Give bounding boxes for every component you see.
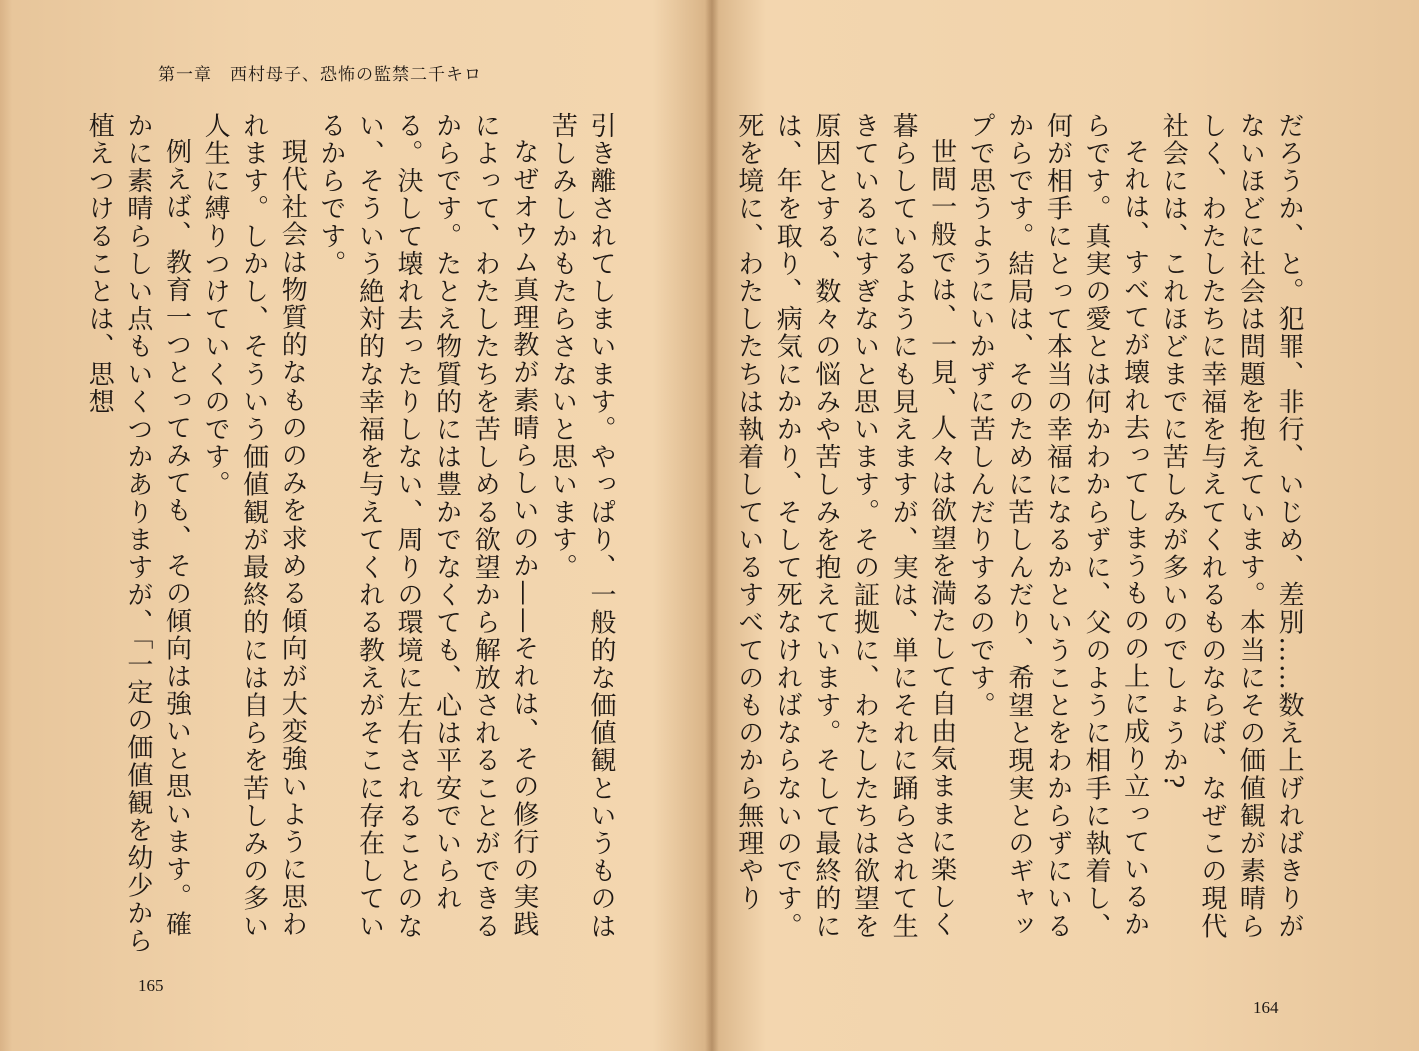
page-number: 165 — [138, 976, 164, 995]
paragraph: 例えば、教育一つとってみても、その傾向は強いと思います。確かに素晴らしい点もいくつかありますが、「一定の価値観を幼少から植えつけることは、思想 — [84, 112, 192, 955]
paragraph: なぜオウム真理教が素晴らしいのか——それは、その修行の実践によって、わたしたちを苦しめる欲望から解放されることができるからです。たとえ物質的には豊かでなくても、心は平安でいられる。決して壊れ去ったりしない、周りの環境に左右されることのない、そういう絶対的な幸福を与えてくれる教えがそこに存在しているからです。 — [315, 112, 539, 940]
running-head: 第一章 西村母子、恐怖の監禁二千キロ — [158, 65, 482, 85]
paragraph: 現代社会は物質的なもののみを求める傾向が大変強いように思われます。しかし、そういう価値観が最終的には自らを苦しみの多い人生に縛りつけていくのです。 — [200, 112, 308, 940]
paragraph: それは、すべてが壊れ去ってしまうものの上に成り立っているからです。真実の愛とは何かわからずに、父のように相手に執着し、何が相手にとって本当の幸福になるかということをわからずにいるからです。結局は、そのために苦しんだり、希望と現実とのギャップで思うようにいかずに苦しんだりするのです。 — [965, 112, 1150, 940]
paragraph: だろうか、と。犯罪、非行、いじめ、差別……数え上げればきりがないほどに社会は問題を抱えています。本当にその価値観が素晴らしく、わたしたちに幸福を与えてくれるものならば、なぜこの現代社会には、これほどまでに苦しみが多いのでしょうか? — [1158, 112, 1304, 940]
paragraph: 世間一般では、一見、人々は欲望を満たして自由気ままに楽しく暮らしているようにも見えますが、実は、単にそれに踊らされて生きているにすぎないと思います。その証拠に、わたしたちは欲望を原因とする、数々の悩みや苦しみを抱えています。そして最終的には、年を取り、病気にかかり、そして死なければならないのです。死を境に、わたしたちは執着しているすべてのものから無理やり — [733, 112, 957, 940]
right-page — [713, 0, 1419, 1051]
left-page — [0, 0, 709, 1051]
page-number: 164 — [1253, 998, 1279, 1017]
right-page-body — [733, 112, 1308, 962]
left-page-body — [84, 112, 620, 962]
paragraph: 引き離されてしまいます。やっぱり、一般的な価値観というものは苦しみしかもたらさないと思います。 — [547, 112, 616, 940]
